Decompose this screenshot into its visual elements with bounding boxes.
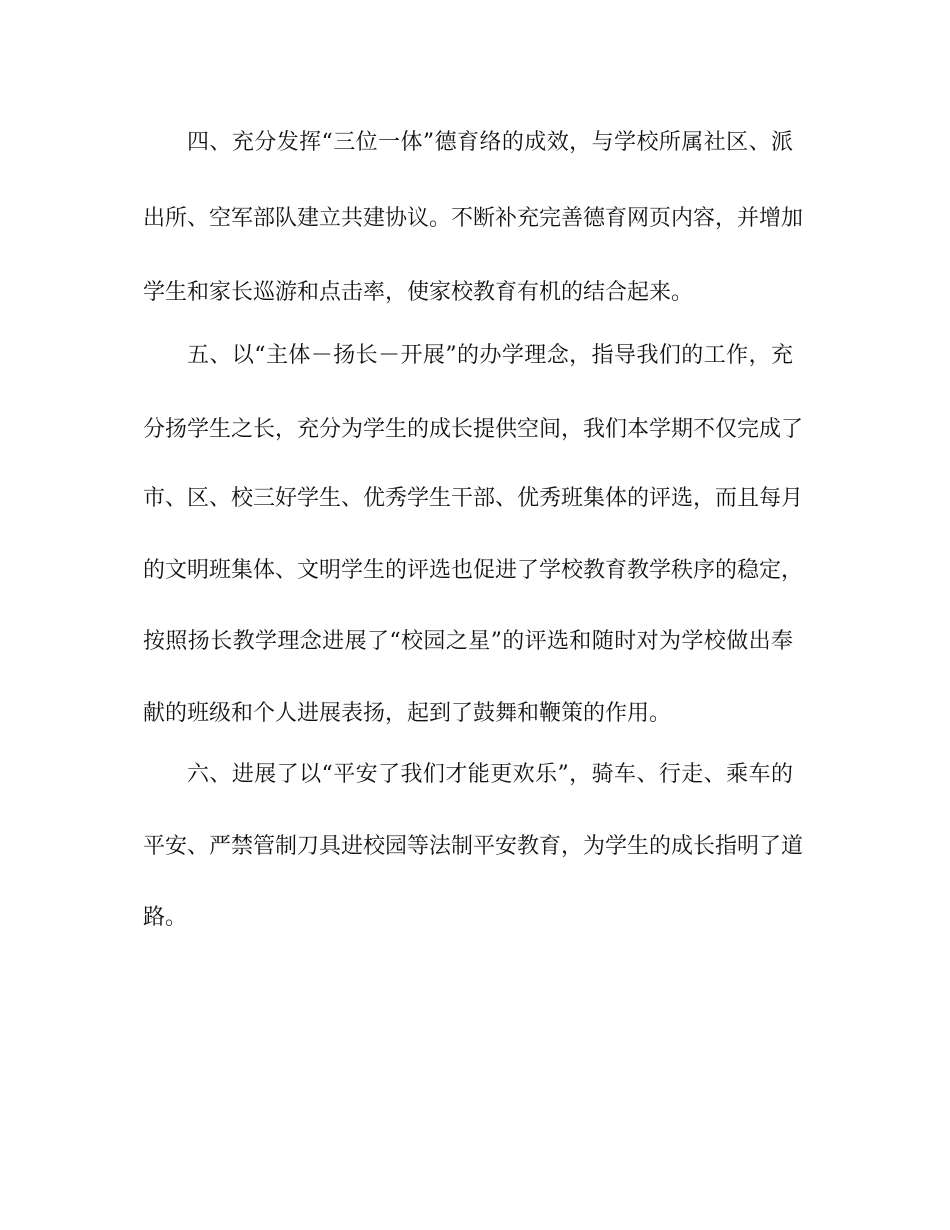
- paragraph-4-line-1: [0, 123, 950, 163]
- line-text: 学生和家长巡游和点击率，使家校教育有机的结合起来。: [143, 280, 694, 305]
- line-text: 平安、严禁管制刀具进校园等法制平安教育，为学生的成长指明了道: [143, 834, 804, 859]
- line-text: 的文明班集体、文明学生的评选也促进了学校教育教学秩序的稳定，: [143, 558, 804, 583]
- paragraph-5-line-6: [0, 694, 950, 734]
- line-text: 分扬学生之长，充分为学生的成长提供空间，我们本学期不仅完成了: [143, 417, 804, 442]
- paragraph-5-line-5: [0, 622, 950, 662]
- paragraph-5-line-3: [0, 479, 950, 519]
- paragraph-5-line-4: [0, 551, 950, 591]
- line-text: 四、充分发挥“三位一体”德育络的成效，与学校所属社区、派: [187, 130, 793, 155]
- line-text: 市、区、校三好学生、优秀学生干部、优秀班集体的评选，而且每月: [143, 486, 804, 511]
- paragraph-5-line-1: [0, 336, 950, 376]
- line-text: 五、以“主体－扬长－开展”的办学理念，指导我们的工作，充: [187, 343, 793, 368]
- paragraph-6-line-2: [0, 827, 950, 867]
- paragraph-6-line-3: [0, 898, 950, 938]
- paragraph-4-line-2: [0, 199, 950, 239]
- paragraph-6-line-1: [0, 755, 950, 795]
- line-text: 路。: [143, 905, 188, 930]
- paragraph-4-line-3: [0, 273, 950, 313]
- line-text: 出所、空军部队建立共建协议。不断补充完善德育网页内容，并增加: [143, 206, 804, 231]
- line-text: 按照扬长教学理念进展了“校园之星”的评选和随时对为学校做出奉: [143, 629, 793, 654]
- line-text: 献的班级和个人进展表扬，起到了鼓舞和鞭策的作用。: [143, 701, 672, 726]
- paragraph-5-line-2: [0, 410, 950, 450]
- line-text: 六、进展了以“平安了我们才能更欢乐”，骑车、行走、乘车的: [187, 762, 793, 787]
